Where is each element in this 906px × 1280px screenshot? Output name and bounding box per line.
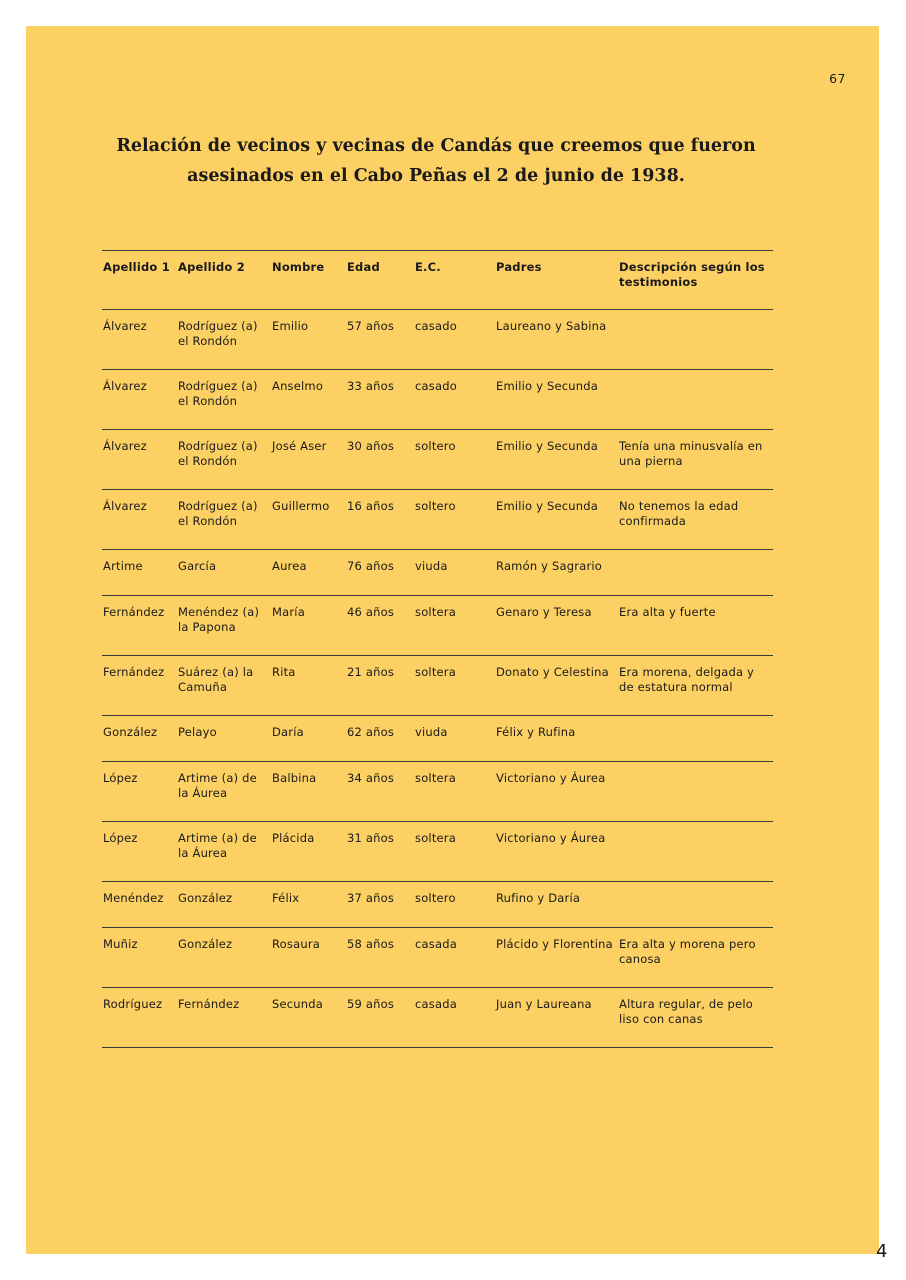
header-nombre: Nombre <box>272 260 325 274</box>
cell-padres: Rufino y Daría <box>496 891 581 905</box>
cell-nombre: Félix <box>272 891 300 905</box>
cell-edad: 76 años <box>347 559 395 573</box>
cell-apellido-2: Suárez (a) la Camuña <box>178 665 254 694</box>
cell-apellido-1: Menéndez <box>103 891 164 905</box>
cell-nombre: José Aser <box>272 439 327 453</box>
cell-descripcion: Era alta y fuerte <box>619 605 716 619</box>
cell-apellido-1: Álvarez <box>103 379 147 393</box>
cell-estado-civil: soltero <box>415 499 456 513</box>
cell-nombre: Emilio <box>272 319 309 333</box>
table-row <box>102 716 773 762</box>
table-row <box>102 656 773 716</box>
cell-padres: Plácido y Florentina <box>496 937 613 951</box>
cell-edad: 37 años <box>347 891 395 905</box>
cell-padres: Emilio y Secunda <box>496 439 599 453</box>
cell-apellido-1: Álvarez <box>103 319 147 333</box>
document-title <box>116 131 756 191</box>
header-edad: Edad <box>347 260 380 274</box>
cell-edad: 58 años <box>347 937 395 951</box>
cell-edad: 31 años <box>347 831 395 845</box>
table-row <box>102 762 773 822</box>
cell-apellido-2: Rodríguez (a) el Rondón <box>178 499 258 528</box>
cell-padres: Juan y Laureana <box>496 997 592 1011</box>
table-row <box>102 988 773 1048</box>
cell-apellido-1: López <box>103 831 138 845</box>
page-number: 67 <box>829 71 846 86</box>
table-row <box>102 928 773 988</box>
header-padres: Padres <box>496 260 542 274</box>
cell-apellido-2: Rodríguez (a) el Rondón <box>178 439 258 468</box>
title-line-1: Relación de vecinos y vecinas de Candás que creemos que fueron <box>116 136 756 156</box>
header-estado-civil: E.C. <box>415 260 441 274</box>
table-row <box>102 310 773 370</box>
cell-padres: Victoriano y Áurea <box>496 771 606 785</box>
cell-edad: 59 años <box>347 997 395 1011</box>
cell-apellido-2: Rodríguez (a) el Rondón <box>178 319 258 348</box>
cell-estado-civil: soltero <box>415 891 456 905</box>
cell-apellido-2: Artime (a) de la Áurea <box>178 771 257 800</box>
cell-estado-civil: casado <box>415 319 457 333</box>
cell-apellido-2: Fernández <box>178 997 240 1011</box>
cell-nombre: Plácida <box>272 831 315 845</box>
cell-nombre: María <box>272 605 305 619</box>
cell-apellido-1: Muñiz <box>103 937 138 951</box>
victims-table <box>102 250 773 1048</box>
title-line-2: asesinados en el Cabo Peñas el 2 de junio de 1938. <box>187 166 685 186</box>
cell-edad: 34 años <box>347 771 395 785</box>
cell-edad: 62 años <box>347 725 395 739</box>
cell-apellido-2: Rodríguez (a) el Rondón <box>178 379 258 408</box>
cell-apellido-1: Artime <box>103 559 143 573</box>
table-row <box>102 430 773 490</box>
cell-apellido-2: García <box>178 559 217 573</box>
document-page <box>26 26 888 1262</box>
cell-nombre: Rita <box>272 665 296 679</box>
cell-nombre: Guillermo <box>272 499 330 513</box>
cell-nombre: Anselmo <box>272 379 324 393</box>
cell-edad: 16 años <box>347 499 395 513</box>
cell-apellido-2: González <box>178 937 233 951</box>
cell-padres: Donato y Celestina <box>496 665 609 679</box>
table-body <box>102 310 773 1048</box>
cell-padres: Laureano y Sabina <box>496 319 607 333</box>
table-row <box>102 822 773 882</box>
cell-edad: 33 años <box>347 379 395 393</box>
cell-edad: 30 años <box>347 439 395 453</box>
table-row <box>102 596 773 656</box>
cell-apellido-2: González <box>178 891 233 905</box>
cell-nombre: Balbina <box>272 771 317 785</box>
cell-apellido-2: Artime (a) de la Áurea <box>178 831 257 860</box>
cell-estado-civil: soltera <box>415 605 456 619</box>
cell-descripcion: Era morena, delgada y de estatura normal <box>619 665 755 694</box>
header-descripcion: Descripción según los testimonios <box>619 260 765 289</box>
cell-edad: 57 años <box>347 319 395 333</box>
cell-apellido-1: Fernández <box>103 665 165 679</box>
cell-estado-civil: casada <box>415 997 457 1011</box>
table-row <box>102 370 773 430</box>
header-apellido-1: Apellido 1 <box>103 260 170 274</box>
cell-estado-civil: casada <box>415 937 457 951</box>
cell-padres: Victoriano y Áurea <box>496 831 606 845</box>
cell-edad: 46 años <box>347 605 395 619</box>
cell-nombre: Daría <box>272 725 304 739</box>
cell-estado-civil: soltera <box>415 831 456 845</box>
table-row <box>102 550 773 596</box>
cell-nombre: Secunda <box>272 997 324 1011</box>
table-header-row <box>102 251 773 310</box>
header-apellido-2: Apellido 2 <box>178 260 245 274</box>
cell-apellido-1: Rodríguez <box>103 997 163 1011</box>
cell-apellido-2: Pelayo <box>178 725 217 739</box>
footer-mark: 4 <box>876 1241 888 1262</box>
cell-descripcion: No tenemos la edad confirmada <box>619 499 739 528</box>
table-row <box>102 490 773 550</box>
cell-descripcion: Era alta y morena pero canosa <box>619 937 756 966</box>
cell-edad: 21 años <box>347 665 395 679</box>
cell-apellido-1: López <box>103 771 138 785</box>
cell-estado-civil: soltera <box>415 665 456 679</box>
cell-padres: Ramón y Sagrario <box>496 559 603 573</box>
cell-apellido-1: González <box>103 725 158 739</box>
cell-descripcion: Altura regular, de pelo liso con canas <box>619 997 753 1026</box>
cell-descripcion: Tenía una minusvalía en una pierna <box>619 439 763 468</box>
cell-estado-civil: viuda <box>415 559 448 573</box>
cell-padres: Félix y Rufina <box>496 725 576 739</box>
cell-apellido-2: Menéndez (a) la Papona <box>178 605 260 634</box>
cell-padres: Genaro y Teresa <box>496 605 592 619</box>
cell-nombre: Rosaura <box>272 937 321 951</box>
cell-estado-civil: soltera <box>415 771 456 785</box>
cell-estado-civil: viuda <box>415 725 448 739</box>
cell-padres: Emilio y Secunda <box>496 379 599 393</box>
cell-apellido-1: Álvarez <box>103 499 147 513</box>
cell-estado-civil: soltero <box>415 439 456 453</box>
cell-padres: Emilio y Secunda <box>496 499 599 513</box>
cell-nombre: Aurea <box>272 559 307 573</box>
cell-estado-civil: casado <box>415 379 457 393</box>
cell-apellido-1: Álvarez <box>103 439 147 453</box>
table-row <box>102 882 773 928</box>
cell-apellido-1: Fernández <box>103 605 165 619</box>
